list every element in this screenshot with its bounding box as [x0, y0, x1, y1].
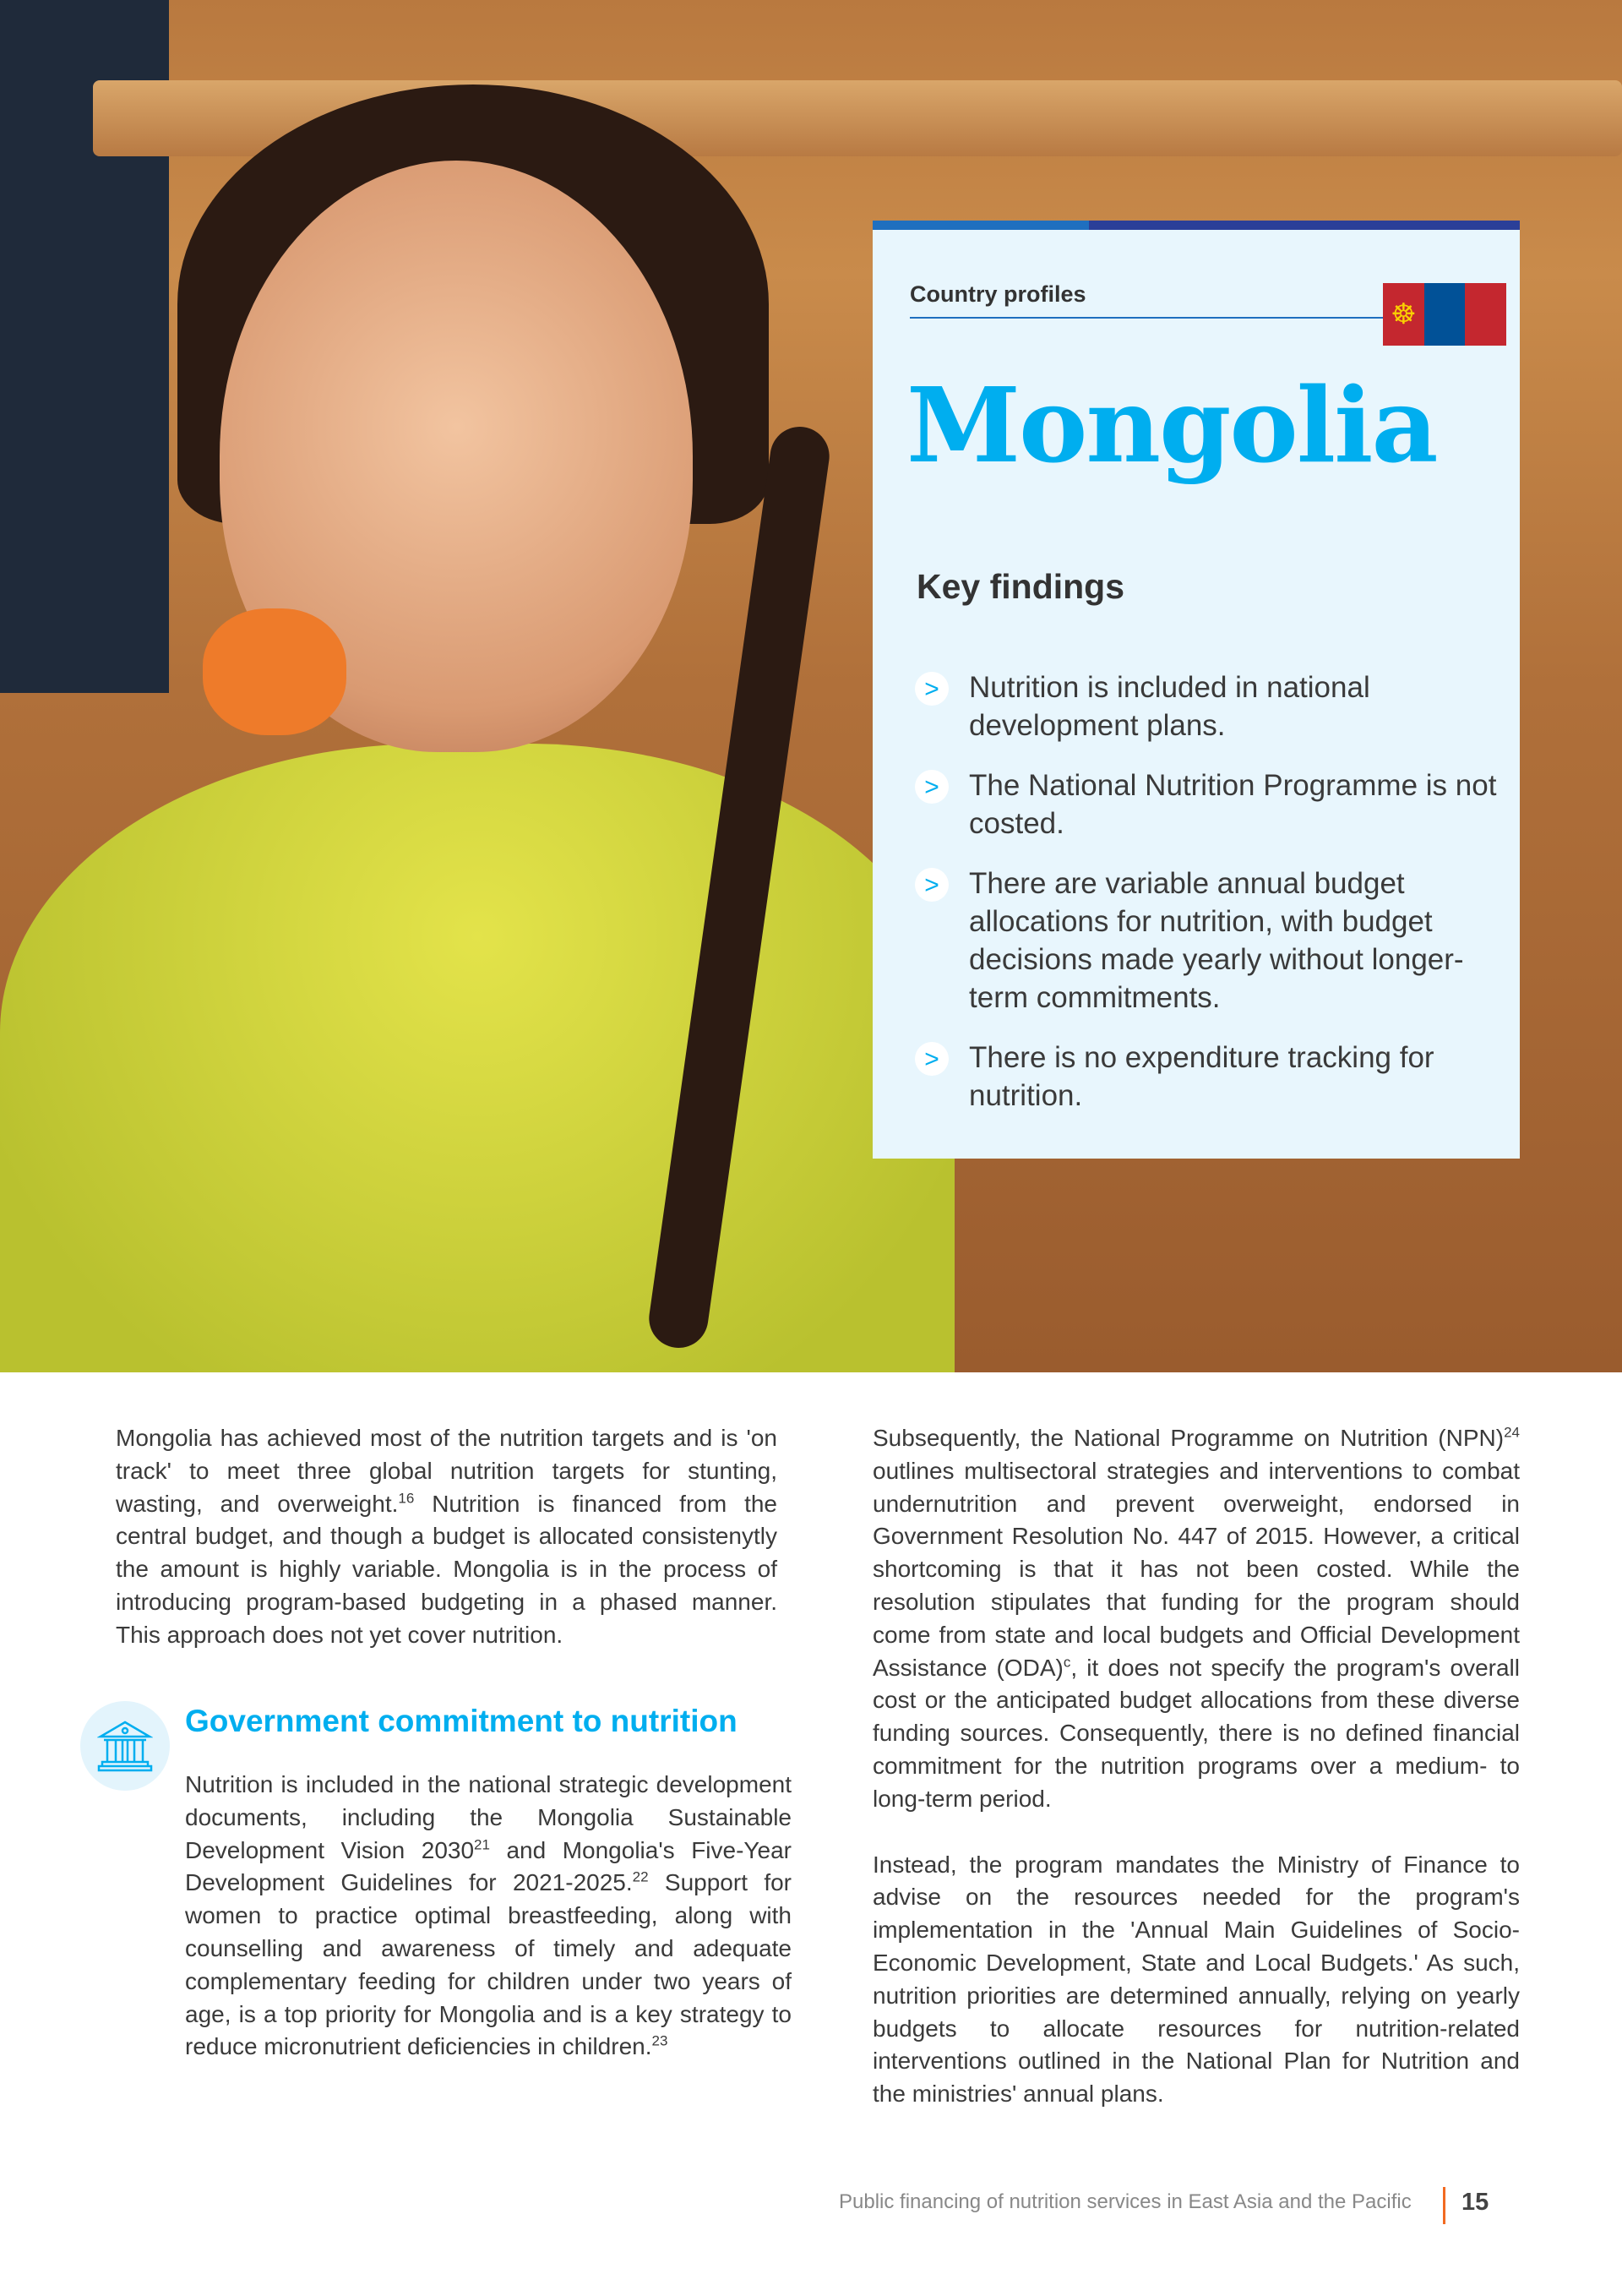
section-label: Country profiles [910, 281, 1086, 307]
list-item: > There are variable annual budget allocations for nutrition, with budget decisions made yearly without longer-term commitments. [915, 864, 1498, 1017]
chevron-right-icon: > [915, 868, 949, 902]
right-column [873, 1422, 1520, 2144]
paragraph: Instead, the program mandates the Ministry of Finance to advise on the resources needed for the program's implementation in the 'Annual Main Guidelines of Socio-Economic Development, State and Local Budgets.' As such, nutrition priorities are determined annually, relying on yearly budgets to allocate resources for nutrition-related interventions outlined in the National Plan for Nutrition and the ministries' annual plans. [873, 1851, 1520, 2108]
section-paragraph: Nutrition is included in the national strategic development documents, including the Mongolia Sustainable Development Vision 2030$^{21}$ and Mongolia's Five-Year Development Guidelines for 2021-2025.22 Support for women to practice optimal breastfeeding, along with counselling and awareness of timely and adequate complementary feeding for children under two years of age, is a top priority for Mongolia and is a key strategy to reduce micronutrient deficiencies in children.$^{23}$ [185, 1771, 792, 2060]
paragraph: Subsequently, the National Programme on Nutrition (NPN)$^{24}$ outlines multisectoral strategies and interventions to combat undernutrition and prevent overweight, endorsed in Government Resolution No. 447 of 2015. However, a critical shortcoming is that it has not been costed. While the resolution stipulates that funding for the program should come from state and local budgets and Official Development Assistance (ODA)$^c$, it does not specify the program's overall cost or the anticipated budget allocations from these diverse funding sources. Consequently, there is no defined financial commitment for the nutrition programs over a medium- to long-term period. [873, 1424, 1520, 1812]
footer-divider [1443, 2187, 1445, 2224]
chevron-right-icon: > [915, 672, 949, 706]
divider [910, 317, 1383, 319]
government-building-icon [80, 1701, 170, 1791]
section-heading: Government commitment to nutrition [185, 1704, 738, 1738]
country-profile-card [873, 221, 1520, 1159]
page-number: 15 [1461, 2189, 1489, 2216]
chevron-right-icon: > [915, 1042, 949, 1076]
mongolia-flag-icon: ☸ [1383, 283, 1506, 346]
key-findings-list [915, 668, 1498, 1137]
list-item: > Nutrition is included in national development plans. [915, 668, 1498, 744]
list-item: > The National Nutrition Programme is not costed. [915, 766, 1498, 843]
card-top-bar [873, 221, 1520, 230]
footer-title: Public financing of nutrition services in East Asia and the Pacific [839, 2190, 1412, 2213]
intro-paragraph: Mongolia has achieved most of the nutrition targets and is 'on track' to meet three global nutrition targets for stunting, wasting, and overweight.$^{16}$ Nutrition is financed from the central budget, and though a budget is allocated consistenytly the amount is highly variable. Mongolia is in the process of introducing program-based budgeting in a phased manner. This approach does not yet cover nutrition. [116, 1425, 777, 1648]
page-title: Mongolia [906, 364, 1437, 486]
list-item: > There is no expenditure tracking for nutrition. [915, 1039, 1498, 1115]
chevron-right-icon: > [915, 770, 949, 804]
key-findings-heading: Key findings [917, 567, 1125, 606]
